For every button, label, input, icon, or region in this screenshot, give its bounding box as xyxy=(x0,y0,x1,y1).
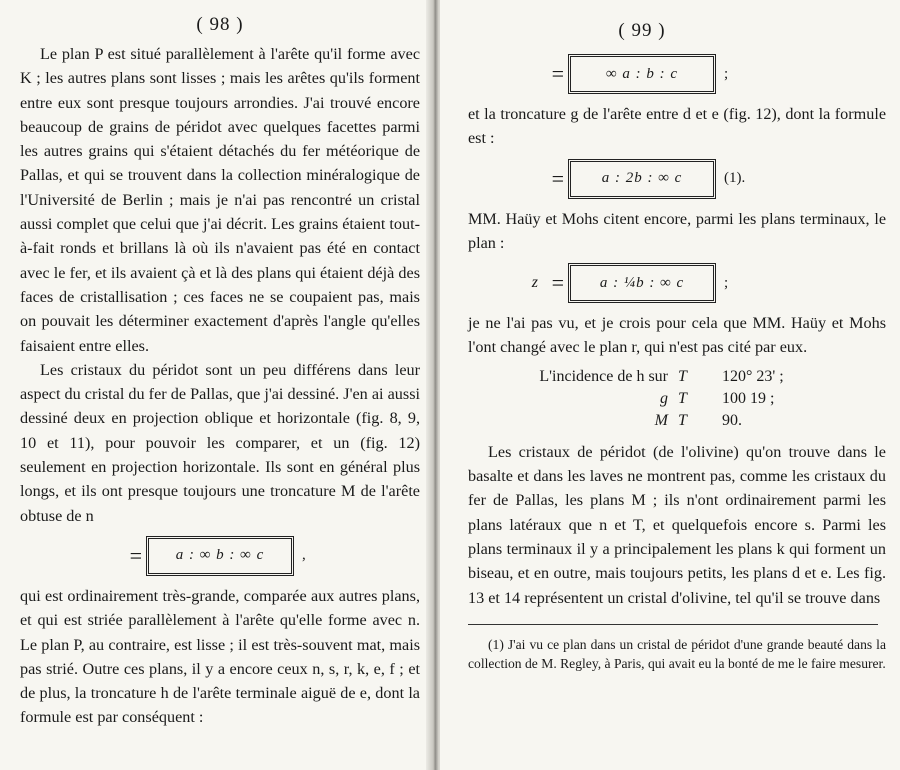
page-number: ( 99 ) xyxy=(618,20,666,41)
formula-tail: (1). xyxy=(724,170,746,187)
formula-tail: ; xyxy=(724,274,729,291)
formula-box: ∞ a : b : c xyxy=(568,54,716,94)
formula-box: a : ∞ b : ∞ c xyxy=(146,536,294,576)
formula-tail: , xyxy=(302,547,306,564)
page-number: ( 98 ) xyxy=(196,14,244,35)
formula-box: a : 2b : ∞ c xyxy=(568,159,716,199)
footnote-rule xyxy=(468,624,878,625)
incidence-row xyxy=(468,410,886,432)
incidence-value: 120° 23' ; xyxy=(722,367,784,385)
equals-sign: = xyxy=(551,61,564,86)
incidence-label: g xyxy=(660,389,668,407)
incidence-plane: T xyxy=(678,367,687,385)
incidence-plane: T xyxy=(678,389,687,407)
formula-tail: ; xyxy=(724,65,729,82)
right-page xyxy=(440,0,900,770)
paragraph: Les cristaux de péridot (de l'olivine) qu'on trouve dans le basalte et dans les laves ne montrent pas, comme les cristaux du fer de Pallas, les plans M ; ils n'ont ordinairement parmi les plans latéraux que n et T, et quelquefois encore s. Parmi les plans terminaux il y a principalement les plans k qui forment un biseau, et en outre, mais toujours petits, les plans d et e. Les fig. 13 et 14 représentent un cristal d'olivine, tel qu'il se trouve dans xyxy=(468,442,886,607)
incidence-label: L'incidence de h sur xyxy=(539,367,668,385)
formula-row xyxy=(20,534,420,578)
equals-sign: = xyxy=(551,270,564,296)
incidence-row xyxy=(468,388,886,410)
formula-row xyxy=(468,52,886,96)
equals-sign: = xyxy=(551,165,564,191)
left-page xyxy=(0,0,432,770)
paragraph: Le plan P est situé parallèlement à l'arête qu'il forme avec K ; les autres plans sont lisses ; mais les arêtes qu'ils forment entre eux sont presque toujours arrondies. J'ai trouvé encore beaucoup de grains de péridot avec quelques facettes parmi les autres grains qui s'étaient détachés du fer météorique de Pallas, et qui se trouvent dans la collection minéralogique de l'Université de Berlin ; mais je n'ai pas rencontré un cristal aussi complet que celui que j'ai décrit. Les grains étaient tout-à-fait ronds et brillans là où ils n'avaient pas été en contact avec le fer, et ils avaient çà et là des plans qui étaient déjà des faces de cristallisation ; ces faces ne se coupaient pas, mais on pouvait les déterminer exactement d'après l'angle qu'elles faisaient entre elles. xyxy=(20,45,420,355)
formula-row xyxy=(468,157,886,201)
formula-box: a : ¼b : ∞ c xyxy=(568,263,716,303)
formula-row xyxy=(468,261,886,305)
equals-sign: = xyxy=(129,542,142,568)
formula-label: z xyxy=(531,274,538,292)
incidence-plane: T xyxy=(678,411,687,429)
paragraph: et la troncature g de l'arête entre d et e (fig. 12), dont la formule est : xyxy=(468,105,886,148)
paragraph: Les cristaux du péridot sont un peu différens dans leur aspect du cristal du fer de Pallas, que j'ai dessiné. J'en ai aussi dessiné deux en projection oblique et horizontale (fig. 8, 9, 10 et 11), pour pouvoir les comparer, et un (fig. 12) seulement en projection horizontale. Ils sont en général plus longs, et ils ont presque toujours une troncature M de l'arête obtuse de n xyxy=(20,360,420,525)
incidence-row xyxy=(468,366,886,388)
incidence-value: 100 19 ; xyxy=(722,389,775,407)
paragraph: je ne l'ai pas vu, et je crois pour cela que MM. Haüy et Mohs l'ont changé avec le plan r, qui n'est pas cité par eux. xyxy=(468,314,886,357)
paragraph: MM. Haüy et Mohs citent encore, parmi les plans terminaux, le plan : xyxy=(468,209,886,252)
incidence-label: M xyxy=(654,411,668,429)
footnote: (1) J'ai vu ce plan dans un cristal de péridot d'une grande beauté dans la collection de M. Regley, à Paris, qui avait eu la bonté de me le faire mesurer. xyxy=(468,636,886,672)
paragraph: qui est ordinairement très-grande, comparée aux autres plans, et qui est striée parallèlement à l'arête qu'elle forme avec n. Le plan P, au contraire, est lisse ; il est très-souvent mat, mais pas strié. Outre ces plans, il y a encore ceux n, s, r, k, e, f ; et de plus, la troncature h de l'arête terminale aiguë de e, dont la formule est par conséquent : xyxy=(20,586,420,727)
incidence-table xyxy=(468,366,886,432)
incidence-value: 90. xyxy=(722,411,742,429)
